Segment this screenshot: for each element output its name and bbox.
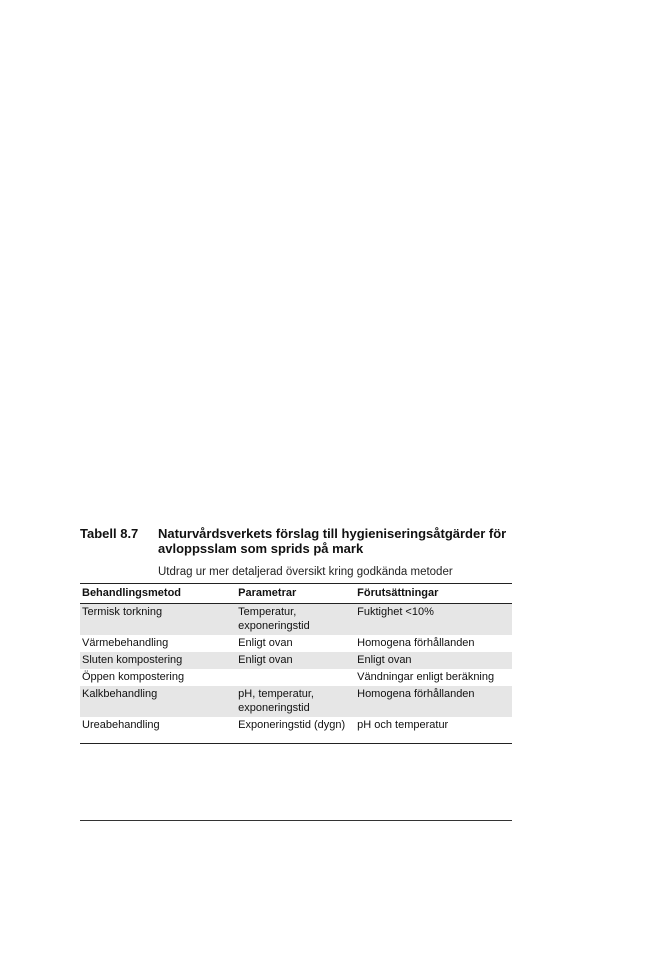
table-row	[80, 604, 512, 636]
table-cell-parameters: Enligt ovan	[238, 637, 293, 649]
table-row	[80, 686, 512, 717]
table-cell-method: Öppen kompostering	[82, 671, 185, 683]
table-cell-conditions: Homogena förhållanden	[357, 637, 475, 649]
table-cell-conditions: Homogena förhållanden	[355, 686, 512, 717]
table-cell-parameters: pH, temperatur, exponeringstid	[236, 686, 355, 717]
table-cell-conditions: pH och temperatur	[357, 719, 449, 731]
table-cell-method: Värmebehandling	[82, 637, 169, 649]
table-top-rule	[80, 583, 512, 584]
table-cell-method: Kalkbehandling	[80, 686, 236, 717]
table-cell-parameters: Exponeringstid (dygn)	[238, 719, 346, 731]
table-subtitle: Utdrag ur mer detaljerad översikt kring godkända metoder	[158, 566, 453, 578]
table-header-row	[80, 586, 512, 604]
table-row	[80, 652, 512, 669]
table-cell-method: Termisk torkning	[80, 604, 236, 636]
table-row	[80, 717, 512, 734]
table-cell-parameters: Enligt ovan	[236, 652, 355, 669]
table-cell-conditions: Vändningar enligt beräkning	[357, 671, 495, 683]
table-row	[80, 669, 512, 686]
table-cell-parameters	[236, 669, 355, 686]
table-bottom-rule	[80, 743, 512, 744]
column-header-conditions: Förutsättningar	[357, 587, 439, 599]
footer-rule	[80, 820, 512, 821]
table-cell-parameters: Temperatur, exponeringstid	[236, 604, 355, 636]
table-row	[80, 635, 512, 652]
column-header-parameters: Parametrar	[238, 587, 297, 599]
hygiene-methods-table	[80, 586, 512, 734]
table-number: Tabell 8.7	[80, 526, 139, 541]
table-cell-method: Sluten kompostering	[80, 652, 236, 669]
table-cell-method: Ureabehandling	[82, 719, 160, 731]
table-cell-conditions: Enligt ovan	[355, 652, 512, 669]
table-cell-conditions: Fuktighet <10%	[355, 604, 512, 636]
table-title: Naturvårdsverkets förslag till hygieniseringsåtgärder för avloppsslam som sprids på mark	[158, 526, 507, 556]
column-header-method: Behandlingsmetod	[82, 587, 182, 599]
